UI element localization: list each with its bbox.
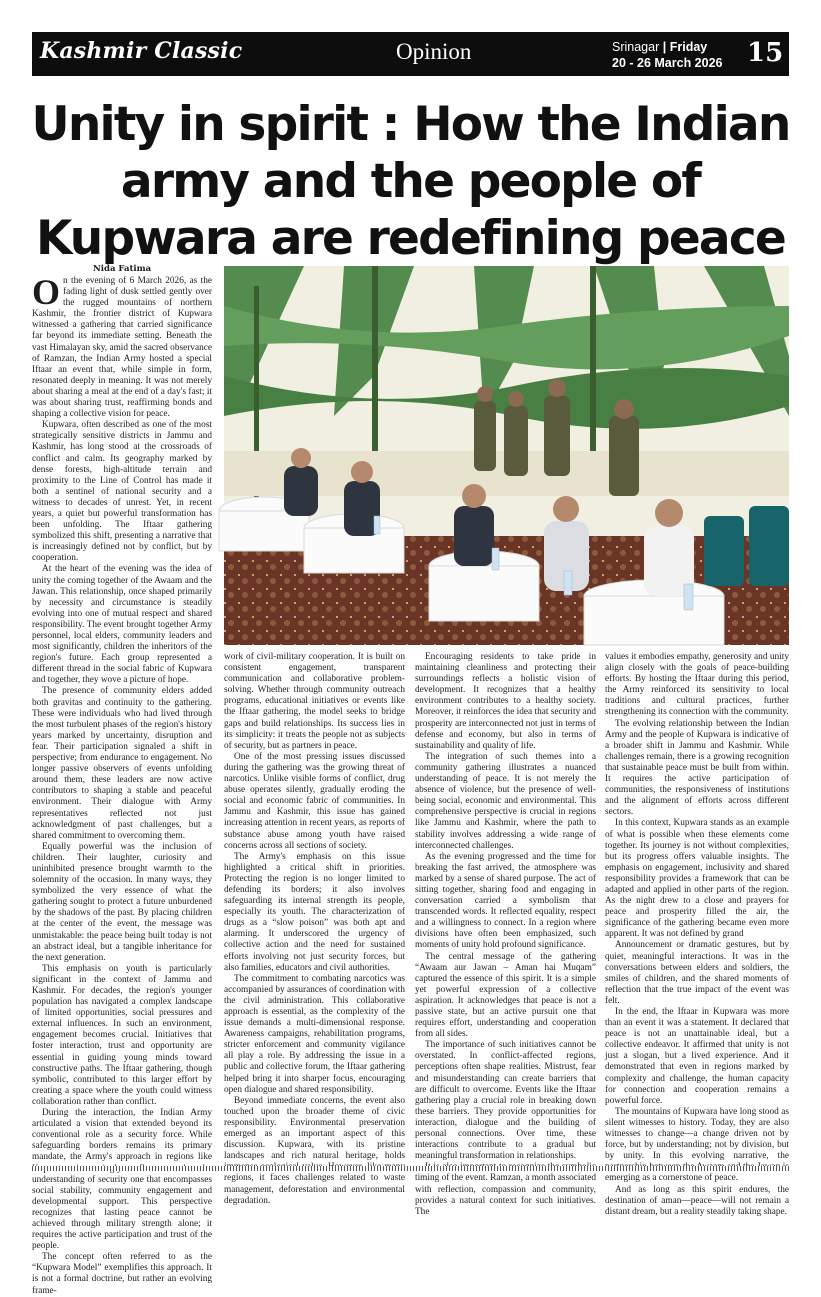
article-paragraph: One of the most pressing issues discussed during the gathering was the growing threat of narcotics. Unlike visible forms of conflict, drug abuse operates silently, gradually eroding the social and economic fabric of communities. In Jammu and Kashmir, this issue has gained increasing attention in recent years, as reports of substance abuse among youth have raised concerns across all sections of society. (224, 751, 405, 851)
article-column-2 (224, 652, 405, 1206)
article-column-1 (32, 272, 212, 1296)
page-number: 15 (747, 38, 784, 68)
dateline-dates: 20 - 26 March 2026 (612, 56, 723, 70)
article-paragraph: timing of the event. Ramzan, a month associated with reflection, compassion and community, provides a natural context for such initiatives. The (415, 1173, 596, 1217)
section-name: Opinion (396, 39, 472, 64)
tent-iftaar-illustration (224, 266, 789, 645)
article-paragraph: The concept often referred to as the “Kupwara Model” exemplifies this approach. It is not a formal doctrine, but rather an evolving frame- (32, 1252, 212, 1296)
article-paragraph: Equally powerful was the inclusion of children. Their laughter, curiosity and uninhibited presence brought warmth to the solemnity of the occasion. In many ways, they symbolized the very essence of what the gathering sought to protect a future unburdened by the shadows of the past. By placing children at the center of the event, the message was unmistakable: the peace being built today is not an abstract ideal, but a tangible inheritance for the next generation. (32, 841, 212, 963)
newspaper-brand: Kashmir Classic (40, 38, 243, 64)
dateline-day: Friday (669, 40, 708, 54)
article-paragraph: The integration of such themes into a community gathering illustrates a nuanced understanding of peace. It is not merely the absence of violence, but the presence of well-being social, economic and environmental. This comprehensive perspective is crucial in regions like Jammu and Kashmir, where the path to stability involves addressing a wide range of interconnected challenges. (415, 751, 596, 851)
dateline-city: Srinagar (612, 40, 660, 54)
article-paragraph: Kupwara, often described as one of the most strategically sensitive districts in Jammu and Kashmir, has long stood at the crossroads of conflict and calm. Its geography marked by dense forests, high-altitude terrain and proximity to the Line of Control has made it both a sentinel of national security and a witness to decades of unrest. Yet, in recent years, a quiet but powerful transformation has been unfolding. The Iftaar gathering symbolized this shift, presenting a narrative that is increasingly defined not by conflict, but by cooperation. (32, 420, 212, 564)
iftaar-gathering-photo (224, 266, 789, 645)
article-paragraph: values it embodies empathy, generosity and unity align closely with the goals of peace-building efforts. By hosting the Iftaar during this period, the Army reinforced its sensitivity to local traditions and cultural practices, further strengthening its connection with the community. (605, 652, 789, 718)
article-paragraph: The importance of such initiatives cannot be overstated. In conflict-affected regions, perceptions often shape realities. Mistrust, fear and misunderstanding can create barriers that are difficult to overcome. Events like the Iftaar gathering play a crucial role in breaking down these barriers. They provide opportunities for interaction, dialogue and the building of personal connections. Over time, these interactions contribute to a gradual but meaningful transformation in relationships. (415, 1040, 596, 1162)
article-paragraph: The mountains of Kupwara have long stood as silent witnesses to history. Today, they are also witnesses to change—a change driven not by force, but by understanding; not by division, but by unity. In this evolving narrative, the emerging as a cornerstone of peace. (605, 1106, 789, 1184)
article-paragraph: And as long as this spirit endures, the destination of aman—peace—will not remain a distant dream, but a reality steadily taking shape. (605, 1184, 789, 1217)
article-paragraph: Announcement or dramatic gestures, but by quiet, meaningful interactions. It was in the conversations between elders and soldiers, the smiles of children, and the shared moments of reflection that the true impact of the event was felt. (605, 940, 789, 1006)
article-column-3 (415, 652, 596, 1217)
article-paragraph: The Army's emphasis on this issue highlighted a critical shift in priorities. Protecting the region is no longer limited to defending its borders; it also involves safeguarding its internal strength its people, especially its youth. The characterization of drugs as a “slow poison” was both apt and alarming. It underscored the urgency of collective action and the need for sustained efforts involving not just security forces, but also families, educators and civil authorities. (224, 851, 405, 973)
article-paragraph (32, 272, 212, 420)
article-paragraph: At the heart of the evening was the idea of unity the coming together of the Awaam and the Jawan. This relationship, once shaped primarily by necessity and circumstance is steadily evolving into one of mutual respect and shared responsibility. The event brought together Army personnel, local elders, community leaders and most significantly, children the inheritors of the region's future. Each group represented a different thread in the social fabric of Kupwara and together, they wove a picture of hope. (32, 564, 212, 686)
article-paragraph: The evolving relationship between the Indian Army and the people of Kupwara is indicative of a broader shift in Jammu and Kashmir. While challenges remain, there is a growing recognition that sustainable peace must be built from within. It requires the active participation of communities, the responsiveness of institutions and the alignment of efforts across different sectors. (605, 718, 789, 818)
footer-rule (32, 1166, 789, 1171)
article-column-4 (605, 652, 789, 1217)
article-headline: Unity in spirit : How the Indian army and the people of Kupwara are redefining peace (31, 97, 790, 266)
dateline: Srinagar | Friday 20 - 26 March 2026 (612, 40, 723, 70)
masthead (32, 32, 789, 76)
article-byline: Nida Fatima (93, 264, 152, 274)
article-paragraph: This emphasis on youth is particularly significant in the context of Jammu and Kashmir. For decades, the region's younger population has navigated a complex landscape of limited opportunities, social pressures and external influences. In such an environment, engagement becomes crucial. Initiatives that foster interaction, trust and opportunity are essential in guiding young minds toward constructive paths. The Iftaar gathering, though symbolic, contributed to this larger effort by creating a space where the youth could witness collaboration rather than conflict. (32, 963, 212, 1107)
article-paragraph: In this context, Kupwara stands as an example of what is possible when these elements come together. Its journey is not without complexities, but its progress offers valuable insights. The emphasis on engagement, inclusivity and shared responsibility provides a framework that can be adapted and applied in other parts of the region. As the night drew to a close and prayers for peace and prosperity filled the air, the significance of the gathering became even more apparent. It was not defined by grand (605, 818, 789, 940)
article-paragraph: The commitment to combating narcotics was accompanied by assurances of coordination with the civil administration. This collaborative approach is essential, as the complexity of the issue demands a multi-dimensional response. Awareness campaigns, rehabilitation programs, stricter enforcement and community vigilance all play a role. By addressing the issue in a public and collective forum, the Iftaar gathering helped bring it into sharper focus, encouraging open dialogue and shared responsibility. (224, 973, 405, 1095)
article-paragraph: work of civil-military cooperation. It is built on consistent engagement, transparent communication and collaborative problem-solving. Whether through community outreach programs, educational initiatives or events like the Iftaar gathering, the model seeks to bridge gaps and build relationships. Its success lies in its simplicity: it treats the people not as subjects of security, but as partners in peace. (224, 652, 405, 751)
article-paragraph: In the end, the Iftaar in Kupwara was more than an event it was a statement. It declared that peace is not an unattainable ideal, but a collective endeavor. It affirmed that unity is not just a slogan, but a lived experience. And it demonstrated that even in regions marked by complexity and challenge, the human capacity for connection and cooperation remains a powerful force. (605, 1007, 789, 1106)
article-paragraph: The presence of community elders added both gravitas and continuity to the gathering. These were individuals who had lived through the most turbulent phases of the region's history years marked by uncertainty, disruption and fear. Their participation signaled a shift in perspective; from endurance to engagement. No longer passive observers of events unfolding around them, these leaders are now active contributors to shaping a stable and peaceful environment. Their dialogue with Army representatives reflected not just acknowledgment of past challenges, but a shared commitment to overcoming them. (32, 686, 212, 841)
article-paragraph: Encouraging residents to take pride in maintaining cleanliness and protecting their surroundings reflects a holistic vision of development. It recognizes that a healthy environment contributes to a healthy society. Moreover, it reinforces the idea that security and prosperity are interconnected not just in terms of defense and economy, but also in terms of sustainability and quality of life. (415, 652, 596, 751)
article-paragraph: The central message of the gathering “Awaam aur Jawan – Aman hai Muqam” captured the essence of this spirit. It is a simple yet powerful expression of a collective aspiration. It acknowledges that peace is not a passive state, but an active pursuit one that requires effort, understanding and cooperation from all sides. (415, 951, 596, 1040)
paragraph-text: n the evening of 6 March 2026, as the fading light of dusk settled gently over the rugged mountains of northern Kashmir, the frontier district of Kupwara witnessed a gathering that carried significance far beyond its immediate setting. Beneath the vast Himalayan sky, amid the sacred observance of Ramzan, the Indian Army hosted a special Iftaar an event that, while simple in form, resonated deeply in meaning. It was not merely about sharing a meal at the end of a day's fast; it was about sharing trust, reaffirming bonds and shaping a collective vision for peace. (32, 276, 212, 420)
article-paragraph: During the interaction, the Indian Army articulated a vision that extended beyond its conventional role as a security force. While safeguarding borders remains its primary mandate, the Army's approach in regions like understanding of security one that encompasses social stability, community engagement and developmental support. This perspective recognizes that lasting peace cannot be achieved through military strength alone; it requires the active participation and trust of the people. (32, 1108, 212, 1252)
article-paragraph: Beyond immediate concerns, the event also touched upon the broader theme of civic responsibility. Environmental preservation emerged as an important aspect of this discussion. Kupwara, with its pristine landscapes and rich natural heritage, holds regions, it faces challenges related to waste management, deforestation and environmental degradation. (224, 1095, 405, 1206)
drop-cap: O (32, 272, 61, 312)
article-paragraph: As the evening progressed and the time for breaking the fast arrived, the atmosphere was marked by a sense of shared purpose. The act of sitting together, sharing food and engaging in conversation carried a symbolism that transcended words. It reflected equality, respect and a willingness to connect. In a region where divisions have often been emphasized, such moments of unity hold profound significance. (415, 851, 596, 951)
